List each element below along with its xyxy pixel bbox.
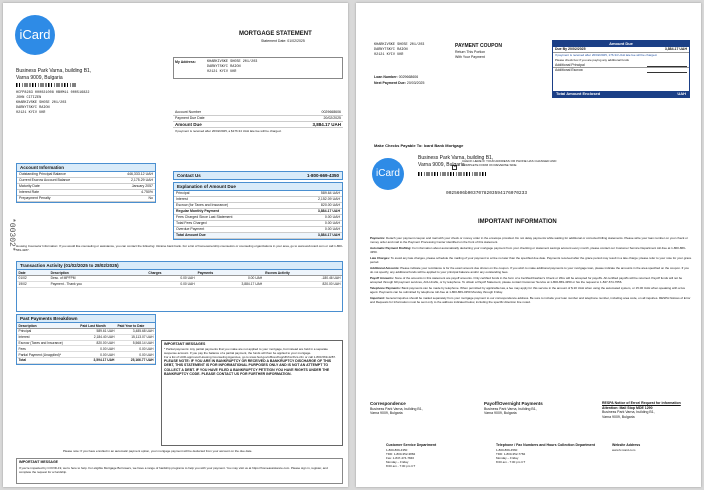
paragraph-head: Automatic Payment Drafting: [370, 246, 412, 250]
payable-to: Make Checks Payable To: Icard Bank Mortgage [374, 143, 464, 148]
cell: 15,113.07 UAH [116, 334, 155, 340]
row-label: Current Escrow Account Balance [19, 178, 71, 182]
important-text-2: For a list of HUD-approved Housing Counseling Agencies, go to www.hud.gov/offices/hsg/sfh/hcc/hcs.cfm or call 1-800-569-4287. [164, 354, 336, 359]
paragraph-text: General inquiries should be mailed separately from your mortgage payment to our correspondence address. Be sure to include your loan number and telephone number, including area code, on all inquiries. RESPA Notices of Error and Requests for Information must be sent only to the address indicated below, including the specific Attention line noted. [370, 296, 691, 304]
row-label: Overdue Payment [176, 227, 205, 231]
additional-escrow-label: Additional Escrow [555, 68, 583, 72]
additional-escrow-input[interactable] [647, 68, 687, 73]
explanation-body [173, 191, 343, 240]
statement-date [261, 39, 305, 44]
info-paragraph [370, 236, 692, 244]
info-paragraph [370, 296, 692, 304]
paragraph-text: Bank payments can be made by telephone. When permitted by applicable law, a fee may apply for this service in the amount of $ 20 UAH when using the automated system, or 15.00 UAH when speaking with a live agent. Payments can be submitted by telephone toll-free at 1-800-869-4350 Monday through Friday. [370, 286, 686, 294]
contact-phone: 1-800-669-4350 [306, 173, 339, 178]
payoff-title: Payoff/Overnight Payments [484, 401, 543, 406]
counselor-text: Housing Counselor Information: If you would like counseling or assistance, you can contact the following: Ukraine bank bank. For a list of homeownership counselors or counseling organizations in your area, go to www.web.icard.com or call 1-800-569-4287. [16, 244, 343, 252]
reference-line: HCFP8283 000021008 0B0M11 000516822 [16, 91, 90, 95]
coupon-page [356, 3, 701, 487]
additional-principal-input[interactable] [647, 63, 687, 68]
cell: Fees [17, 346, 79, 352]
customer-service-line: 8:00 am - 7:00 pm CT [386, 463, 416, 468]
loan-number-value: 0029668606 [398, 75, 419, 79]
cell: Partial Payment (Unapplied)* [17, 352, 79, 358]
row-value: 0.00 UAH [324, 227, 340, 231]
bank-address-line1: Business Park Varna, building B1, [16, 68, 92, 74]
side-code: *00302* [7, 218, 16, 252]
account-info-body [16, 172, 156, 203]
postal-barcode [16, 83, 76, 87]
explanation-row [174, 233, 342, 239]
cell: 25,166.77 UAH [116, 357, 155, 363]
summary-box [173, 110, 343, 134]
correspondence-block [370, 401, 480, 416]
respa-attention: Attention: Mail Stop MDE 1290 [602, 405, 653, 410]
customer-street: KHARKIVSKE SHOSE 201/203 [16, 101, 67, 105]
row-value: 0.00 UAH [324, 221, 340, 225]
summary-value: 0029668606 [321, 110, 341, 114]
transactions-table [17, 270, 342, 288]
telephone-title: Telephone / Fax Numbers and Hours Collection Department [496, 443, 595, 447]
cell: 0.00 UAH [79, 352, 116, 358]
row-label: Total Amount Due [176, 233, 206, 237]
footer-note: Please note: If you have enrolled in an automatic payment option, your mortgage payment will be deducted from your account on the due date. [63, 449, 253, 453]
loan-number [374, 75, 418, 80]
info-paragraph [370, 276, 692, 284]
cell: 820.00 UAH [79, 340, 116, 346]
correspondence-title: Correspondence [370, 401, 406, 406]
summary-note: If payment is received after 20/02/2025, a $176.34 UAH late fee will be charged. [175, 129, 282, 133]
amount-due-box [552, 40, 690, 98]
icard-logo: iCard [15, 15, 55, 55]
row-value: 2,175.29 UAH [131, 178, 153, 182]
due-by-value: 3,884.17 UAH [664, 47, 687, 51]
cell: 0.00 UAH [196, 276, 264, 282]
customer-district: DARNYTSKYI RAION [16, 106, 50, 110]
next-payment-value: 20/03/2025 [406, 81, 425, 85]
row-label: Total Fees Charged [176, 221, 207, 225]
col-header: Description [49, 270, 147, 276]
paragraph-text: To avoid any late charges, please schedule the mailing of your payment to arrive no later than the specified due date. Payments received after the grace period may result in a late charge; please refer to your note for your grace period. [370, 256, 692, 264]
total-enclosed-row [553, 91, 689, 97]
cell: 0.00 UAH [116, 352, 155, 358]
past-payments-title: Past Payments Breakdown [16, 314, 156, 323]
col-header: Description [17, 323, 79, 329]
my-address-line1: KHARKIVSKE SHOSE 201/203 [207, 60, 258, 64]
my-address-label: My Address: [175, 60, 196, 64]
transactions-title: Transaction Activity (01/02/2025 to 28/02/2025) [16, 261, 343, 270]
cell: 589.61 UAH [79, 329, 116, 335]
paragraph-head: Telephone Payments: [370, 286, 401, 290]
statement-date-value: 01/02/2025 [287, 39, 305, 43]
respa-title: RESPA Notice of Error/ Request for information [602, 401, 681, 405]
summary-label: Payment Due Date [175, 116, 205, 120]
col-header: Payments [196, 270, 264, 276]
col-header: Escrow Activity [264, 270, 342, 276]
past-payments-table [17, 323, 155, 364]
correspondence-line: Varna 9009, Bulgaria [370, 411, 403, 415]
summary-value: 3,884.17 UAH [312, 122, 341, 127]
summary-label: Account Number [175, 110, 202, 114]
col-header: Paid Last Month [79, 323, 116, 329]
statement-date-label: Statement Date: [261, 39, 287, 43]
respa-block [602, 401, 694, 419]
row-value: 4.750% [141, 190, 153, 194]
cell: 19/02 [17, 281, 49, 287]
due-by-label: Due By 20/02/2025 [555, 47, 586, 51]
row-value: 820.00 UAH [320, 203, 340, 207]
loan-number-label: Loan Number: [374, 75, 398, 79]
my-address-line3: 02121 KYIV UKR [207, 70, 237, 74]
website-link[interactable]: www.fx.icard.com [612, 447, 636, 452]
contact-label: Contact Us [177, 173, 201, 178]
paragraph-text: For information about automatically deducting your mortgage payment from your checking or statement savings account every month, please contact our Customer Service Department toll-free at 1-800-869-4350. [370, 246, 686, 254]
correspondence-line: Business Park Varna, building B1, [370, 406, 423, 411]
customer-service-line: Fax: 1-847-474-7846 [386, 455, 415, 460]
customer-name: JOHN CITIZEN [16, 96, 42, 100]
paragraph-head: Payments: [370, 236, 386, 240]
my-address-line2: DARNYTSKYI RAION [207, 65, 241, 69]
paragraph-head: Payoff Amounts: [370, 276, 394, 280]
cell: -180.46 UAH [264, 276, 342, 282]
customer-city: 02121 KYIV UKR [16, 111, 46, 115]
total-enclosed-unit: UAH [677, 91, 686, 96]
cell: Payment - Thank you [49, 281, 147, 287]
row-label: Escrow (for Taxes and Insurance) [176, 203, 229, 207]
paragraph-text: None of the amounts in this statement are payoff amounts. Only certified funds in the form of a Certified/Cashier's Check or Wire will be accepted for payoffs. All certified payoffs will be returned. Payoff funds will not be accepted through bill payment services, ACH drafts, or by telephone. To obtain a Payoff Statement, please contact Customer Service at 1-800-869-4350 or fax the request to 1-847-674-7656. [370, 276, 683, 284]
info-paragraph [370, 256, 692, 264]
customer-service-line: Monday – Friday [386, 459, 409, 464]
coupon-addr-line2: DARNYTSKYI RAION [374, 48, 408, 52]
address-change-text: CHECK HERE IF YOUR ADDRESS OR PHONE HAS CHANGED AND COMPLETE FORM ON REVERSE SIDE [462, 159, 557, 167]
coupon-sub1: Return This Portion [455, 50, 486, 54]
payoff-line: Business Park Varna, building B1, [484, 406, 537, 411]
row-value: 589.64 UAH [320, 191, 340, 195]
important-messages-title: IMPORTANT MESSAGES [164, 342, 206, 346]
customer-service-line: TDD: 1-800-352-3884 [386, 451, 416, 456]
col-header: Charges [147, 270, 196, 276]
telephone-line: TDD: 1-800-352-7784 [496, 451, 526, 456]
row-value: 446,333.12 UAH [127, 172, 153, 176]
contact-bar [173, 171, 343, 180]
row-value: 3,884.17 UAH [317, 233, 340, 237]
transactions-body [16, 270, 343, 312]
info-paragraphs [370, 236, 692, 306]
additional-escrow-row[interactable] [553, 68, 689, 73]
customer-service-title: Customer Service Department [386, 443, 437, 447]
cell: Desc. of MPFPM [49, 276, 147, 282]
info-paragraph [370, 246, 692, 254]
icard-logo: iCard [372, 158, 404, 190]
coupon-title: PAYMENT COUPON [455, 43, 502, 49]
telephone-line: 8:00 am - 7:00 pm CT [496, 459, 526, 464]
col-header: Paid Year to Date [116, 323, 155, 329]
cell: 0.00 UAH [79, 346, 116, 352]
transactions-panel [16, 261, 343, 312]
col-header: Date [17, 270, 49, 276]
late-note: If payment is received after 20/02/2025, 176.34 UAH late fee will be charged. [555, 52, 658, 57]
contact-panel [173, 171, 343, 180]
paragraph-head: Important: [370, 296, 385, 300]
bank-address-line2: Varna 9009, Bulgaria [418, 162, 465, 168]
explanation-title: Explanation of Amount Due [173, 182, 343, 191]
bank-address-line2: Varna 9009, Bulgaria [16, 75, 63, 81]
my-address-box [173, 57, 343, 79]
statement-title: MORTGAGE STATEMENT [239, 31, 312, 37]
row-value: January 2057 [131, 184, 153, 188]
row-label: Regular Monthly Payment [176, 209, 219, 213]
info-title: IMPORTANT INFORMATION [478, 219, 557, 225]
row-label: Fees Charged Since Last Statement [176, 215, 233, 219]
summary-label: Amount Due [175, 122, 202, 127]
coupon-sub2: With Your Payment [455, 55, 485, 59]
notice-title: IMPORTANT MESSAGE [19, 460, 59, 464]
row-label: Outstanding Principal Balance [19, 172, 66, 176]
notice-text: If you're impacted by COVID-19, we're here to help. For eligible Mortgage Borrowers, we have a range of hardship programs to help you with your payment. You may visit us at https://homeassistance.com. Please sign in, register, and complete the request for a hardship. [19, 465, 328, 474]
cell: Total [17, 357, 79, 363]
notice-box [16, 458, 343, 484]
cell: 2,184.40 UAH [79, 334, 116, 340]
row-label: Interest Rate [19, 190, 40, 194]
row-label: Principal [176, 191, 190, 195]
row-value: No [148, 196, 153, 200]
statement-page [3, 3, 348, 487]
additional-funds-note: Please check box if you are paying any additional funds [555, 57, 629, 62]
past-payments-panel [16, 314, 156, 365]
account-info-title: Account Information [16, 163, 156, 172]
cell: Interest [17, 334, 79, 340]
row-value: 3,884.17 UAH [317, 209, 340, 213]
cell: 3,884.17 UAH [196, 281, 264, 287]
respa-line: Business Park Varna, building B1, [602, 410, 655, 414]
telephone-block [496, 443, 596, 464]
website-title: Website Address [612, 443, 641, 447]
cell: 820.00 UAH [264, 281, 342, 287]
cell: 01/02 [17, 276, 49, 282]
cell: 0.00 UAH [116, 346, 155, 352]
coupon-addr-line1: KHARKIVSKE SHOSE 201/203 [374, 43, 425, 47]
important-text-3: PLEASE NOTE: IF YOU ARE IN BANKRUPTCY OR RECEIVED A BANKRUPTCY DISCHARGE OF THIS DEBT, THIS STATEMENT IS FOR INFORMATIONAL PURPOSES ONLY AND IS NOT AN ATTEMPT TO COLLECT A DEBT. IF YOU HAVE FILED A BANKRUPTCY PETITION YOU HAVE RIGHTS UNDER THE BANKRUPTCY CODE. PLEASE CONTACT US FOR FURTHER INFORMATION. [164, 358, 332, 376]
additional-principal-label: Additional Principal [555, 62, 585, 67]
row-value: 0.00 UAH [324, 215, 340, 219]
row-label: Prepayment Penalty [19, 196, 51, 200]
paragraph-text: Please indicate your remittance is for the exact amount due shown on the coupon. If you wish to make additional payments to your mortgage loan, please indicate the amounts in the area specified on the coupon. If you do not specify, any additional funds will be applied to your principal balance and/or any outstanding fees. [370, 266, 689, 274]
account-info-panel [16, 163, 156, 203]
paragraph-head: Additional Amounts: [370, 266, 400, 270]
payoff-line: Varna 9009, Bulgaria [484, 411, 517, 415]
past-payments-body [16, 323, 156, 365]
info-paragraph [370, 266, 692, 274]
total-enclosed-label: Total Amount Enclosed [556, 91, 601, 96]
respa-line: Varna 9009, Bulgaria [602, 414, 635, 419]
row-value: 2,152.09 UAH [318, 197, 340, 201]
cell: 0.00 UAH [147, 276, 196, 282]
cell: Escrow (Taxes and Insurance) [17, 340, 79, 346]
coupon-addr-line3: 02121 KYIV UKR [374, 53, 404, 57]
row-label: Maturity Date [19, 184, 40, 188]
cell: Principal [17, 329, 79, 335]
paragraph-head: Late Charges: [370, 256, 391, 260]
summary-value: 20/02/2025 [323, 116, 341, 120]
info-paragraph [370, 286, 692, 294]
website-block [612, 443, 692, 452]
important-messages-box [161, 340, 343, 446]
cell: 3,485.68 UAH [116, 329, 155, 335]
scan-line: 0025606b0037078203594176070233 [446, 191, 528, 196]
cell: 3,594.17 UAH [79, 357, 116, 363]
explanation-panel [173, 182, 343, 240]
telephone-line: Monday – Friday [496, 455, 519, 460]
postal-barcode [418, 172, 488, 176]
amount-due-title: Amount Due [553, 41, 689, 47]
customer-service-line: 1-800-869-4350 [386, 447, 408, 452]
table-row [17, 357, 155, 363]
customer-service-block [386, 443, 476, 468]
cell: 5,568.14 UAH [116, 340, 155, 346]
row-label: Interest [176, 197, 188, 201]
important-text-1: * Partial payments: Any partial payments that you make are not applied to your mortgage, but instead are held in a separate suspense account. If you pay the balance of a partial payment, the funds will then be applied to your mortgage. [164, 346, 328, 355]
cell: 0.00 UAH [147, 281, 196, 287]
next-payment [374, 81, 424, 86]
payoff-block [484, 401, 594, 416]
bank-address-line1: Business Park Varna, building B1, [418, 155, 494, 161]
paragraph-text: Detach your payment coupon and mail with your check or money order in the envelope provided. Do not delay payments while waiting for additional or corrected billing statements. Please write your loan number on your check or money order and mail to the Payment Processing Center identified on the front of this statement. [370, 236, 688, 244]
account-info-row [17, 196, 155, 202]
next-payment-label: Next Payment Due: [374, 81, 406, 85]
table-row [17, 281, 342, 287]
telephone-line: 1-800-869-4560 [496, 447, 518, 452]
